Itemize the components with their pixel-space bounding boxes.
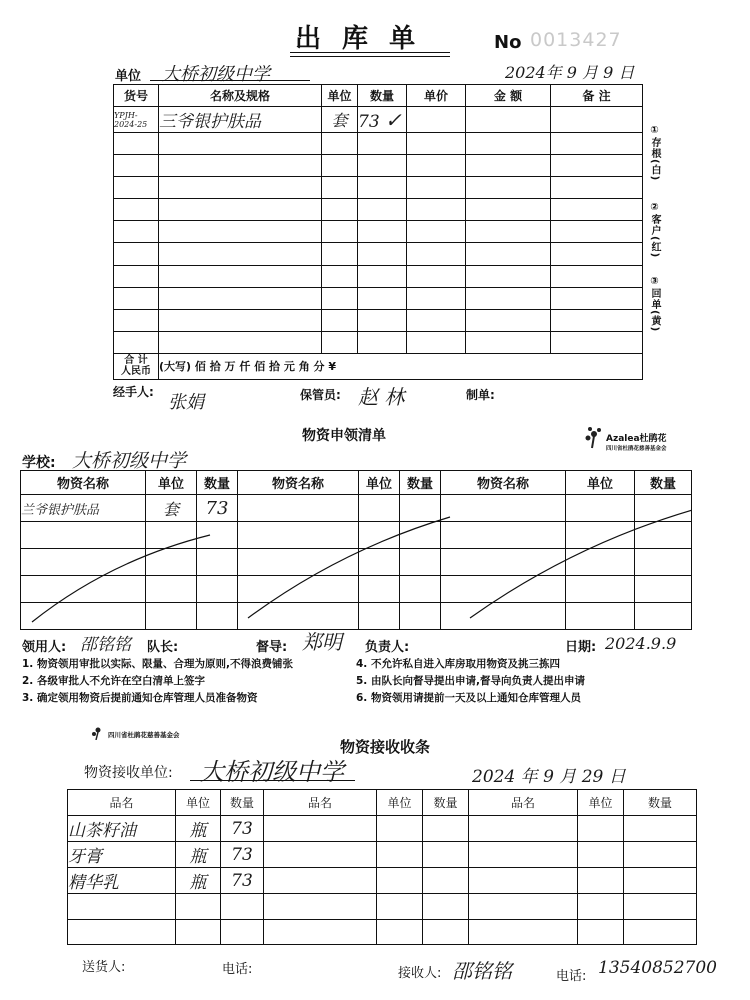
receipt-item-qty: 73 (221, 868, 264, 894)
req-date-value: 2024.9.9 (605, 634, 677, 653)
form-no-value: 0013427 (530, 29, 622, 51)
col-qty-3: 数量 (624, 790, 697, 816)
table-row (68, 868, 697, 894)
supervisor-signature: 郑明 (302, 630, 342, 654)
table-row (68, 816, 697, 842)
col-code: 货号 (114, 85, 159, 107)
col-unit: 单位 (176, 790, 221, 816)
cell-qty (358, 107, 407, 133)
side-copy-3: ③回单(黄) (649, 276, 660, 333)
outbound-table (113, 84, 643, 380)
qty-value: 73 (358, 111, 380, 132)
cell-name: 三爷银护肤品 (159, 107, 322, 133)
requisition-title: 物资申领清单 (302, 428, 386, 444)
receipt-receiver-signature: 邵铭铭 (452, 959, 512, 983)
col-item-name-3: 物资名称 (441, 471, 566, 495)
maker-label: 制单: (466, 388, 495, 402)
keeper-signature: 赵 林 (358, 385, 405, 409)
receipt-item-name: 山茶籽油 (68, 816, 176, 842)
strike-lines (20, 470, 692, 630)
table-row (114, 107, 643, 133)
col-item-unit-2: 单位 (359, 471, 400, 495)
receipt-item-qty: 73 (221, 816, 264, 842)
receipt-unit-label: 物资接收单位: (84, 765, 173, 781)
col-unit-3: 单位 (578, 790, 624, 816)
col-unit: 单位 (322, 85, 358, 107)
total-line: (大写) 佰 拾 万 仟 佰 拾 元 角 分 ¥ (159, 353, 643, 379)
receiver-phone-label: 电话: (556, 969, 587, 984)
col-qty-2: 数量 (423, 790, 469, 816)
sender-phone-label: 电话: (222, 962, 253, 977)
col-item-unit-3: 单位 (566, 471, 635, 495)
req-item-unit: 套 (146, 495, 197, 522)
receipt-table (67, 789, 697, 945)
receiver-phone-value: 13540852700 (598, 958, 717, 978)
col-unit-2: 单位 (377, 790, 423, 816)
handler-label: 经手人: (113, 385, 154, 399)
receipt-item-unit: 瓶 (176, 868, 221, 894)
cell-code: YPJH-2024-25 (114, 107, 159, 133)
outbound-date: 2024年 9 月 9 日 (505, 63, 635, 82)
school-label: 学校: (22, 455, 56, 471)
side-copy-1: ①存根(白) (649, 125, 660, 182)
col-item-unit: 单位 (146, 471, 197, 495)
table-row (68, 842, 697, 868)
azalea-flower-icon (90, 724, 106, 740)
receipt-unit-line (190, 780, 355, 781)
col-item-name: 物资名称 (21, 471, 146, 495)
receiver-label: 接收人: (398, 966, 442, 981)
note-4: 4. 不允许私自进入库房取用物资及挑三拣四 (356, 658, 560, 670)
receipt-item-qty: 73 (221, 842, 264, 868)
col-qty: 数量 (221, 790, 264, 816)
check-mark-icon: ✓ (385, 107, 402, 132)
receiver-signature: 邵铭铭 (80, 635, 131, 655)
school-value: 大桥初级中学 (72, 450, 187, 472)
outbound-title: 出 库 单 (295, 24, 422, 54)
unit-line (150, 80, 310, 81)
receipt-item-unit: 瓶 (176, 842, 221, 868)
cell-unit: 套 (322, 107, 358, 133)
col-item-qty-2: 数量 (400, 471, 441, 495)
azalea-flower-icon (582, 424, 606, 450)
col-amount: 金 额 (466, 85, 551, 107)
col-item-name-2: 物资名称 (238, 471, 359, 495)
unit-value: 大桥初级中学 (162, 64, 270, 85)
logo-text: Azalea杜鹃花 (606, 434, 667, 444)
receipt-item-unit: 瓶 (176, 816, 221, 842)
receipt-item-name: 精华乳 (68, 868, 176, 894)
note-2: 2. 各级审批人不允许在空白清单上签字 (22, 675, 205, 687)
req-item-name: 兰爷银护肤品 (21, 495, 146, 522)
responsible-label: 负责人: (365, 640, 410, 655)
col-product-2: 品名 (264, 790, 377, 816)
receipt-item-name: 牙膏 (68, 842, 176, 868)
foundation-logo (582, 424, 606, 454)
title-underline (290, 52, 450, 53)
col-qty: 数量 (358, 85, 407, 107)
note-5: 5. 由队长向督导提出申请,督导向负责人提出申请 (356, 675, 585, 687)
unit-label: 单位 (115, 69, 142, 84)
keeper-label: 保管员: (300, 388, 341, 402)
supervisor-label: 督导: (256, 640, 288, 655)
col-product: 品名 (68, 790, 176, 816)
receipt-unit-value: 大桥初级中学 (200, 758, 344, 786)
col-product-3: 品名 (469, 790, 578, 816)
receipt-title: 物资接收收条 (340, 738, 431, 756)
side-copy-2: ②客户(红) (649, 202, 660, 259)
col-item-qty-3: 数量 (635, 471, 692, 495)
note-3: 3. 确定领用物资后提前通知仓库管理人员准备物资 (22, 692, 258, 704)
receiver-label: 领用人: (22, 640, 67, 655)
foundation-logo-small (90, 724, 106, 744)
note-6: 6. 物资领用请提前一天及以上通知仓库管理人员 (356, 692, 581, 704)
sender-label: 送货人: (82, 960, 126, 975)
col-name: 名称及规格 (159, 85, 322, 107)
req-item-qty: 73 (197, 495, 238, 522)
title-underline-2 (290, 56, 450, 57)
form-no-label: No (494, 32, 522, 53)
logo-subtext: 四川省杜鹃花慈善基金会 (606, 446, 667, 452)
col-price: 单价 (407, 85, 466, 107)
col-item-qty: 数量 (197, 471, 238, 495)
receipt-date: 2024 年 9 月 29 日 (472, 767, 626, 787)
col-remark: 备 注 (551, 85, 643, 107)
date-label: 日期: (565, 640, 597, 655)
handler-signature: 张娟 (168, 392, 204, 413)
foundation-name: 四川省杜鹃花慈善基金会 (108, 731, 180, 739)
captain-label: 队长: (147, 640, 179, 655)
total-label: 合 计 人民币 (114, 353, 159, 379)
note-1: 1. 物资领用审批以实际、限量、合理为原则,不得浪费铺张 (22, 658, 293, 670)
